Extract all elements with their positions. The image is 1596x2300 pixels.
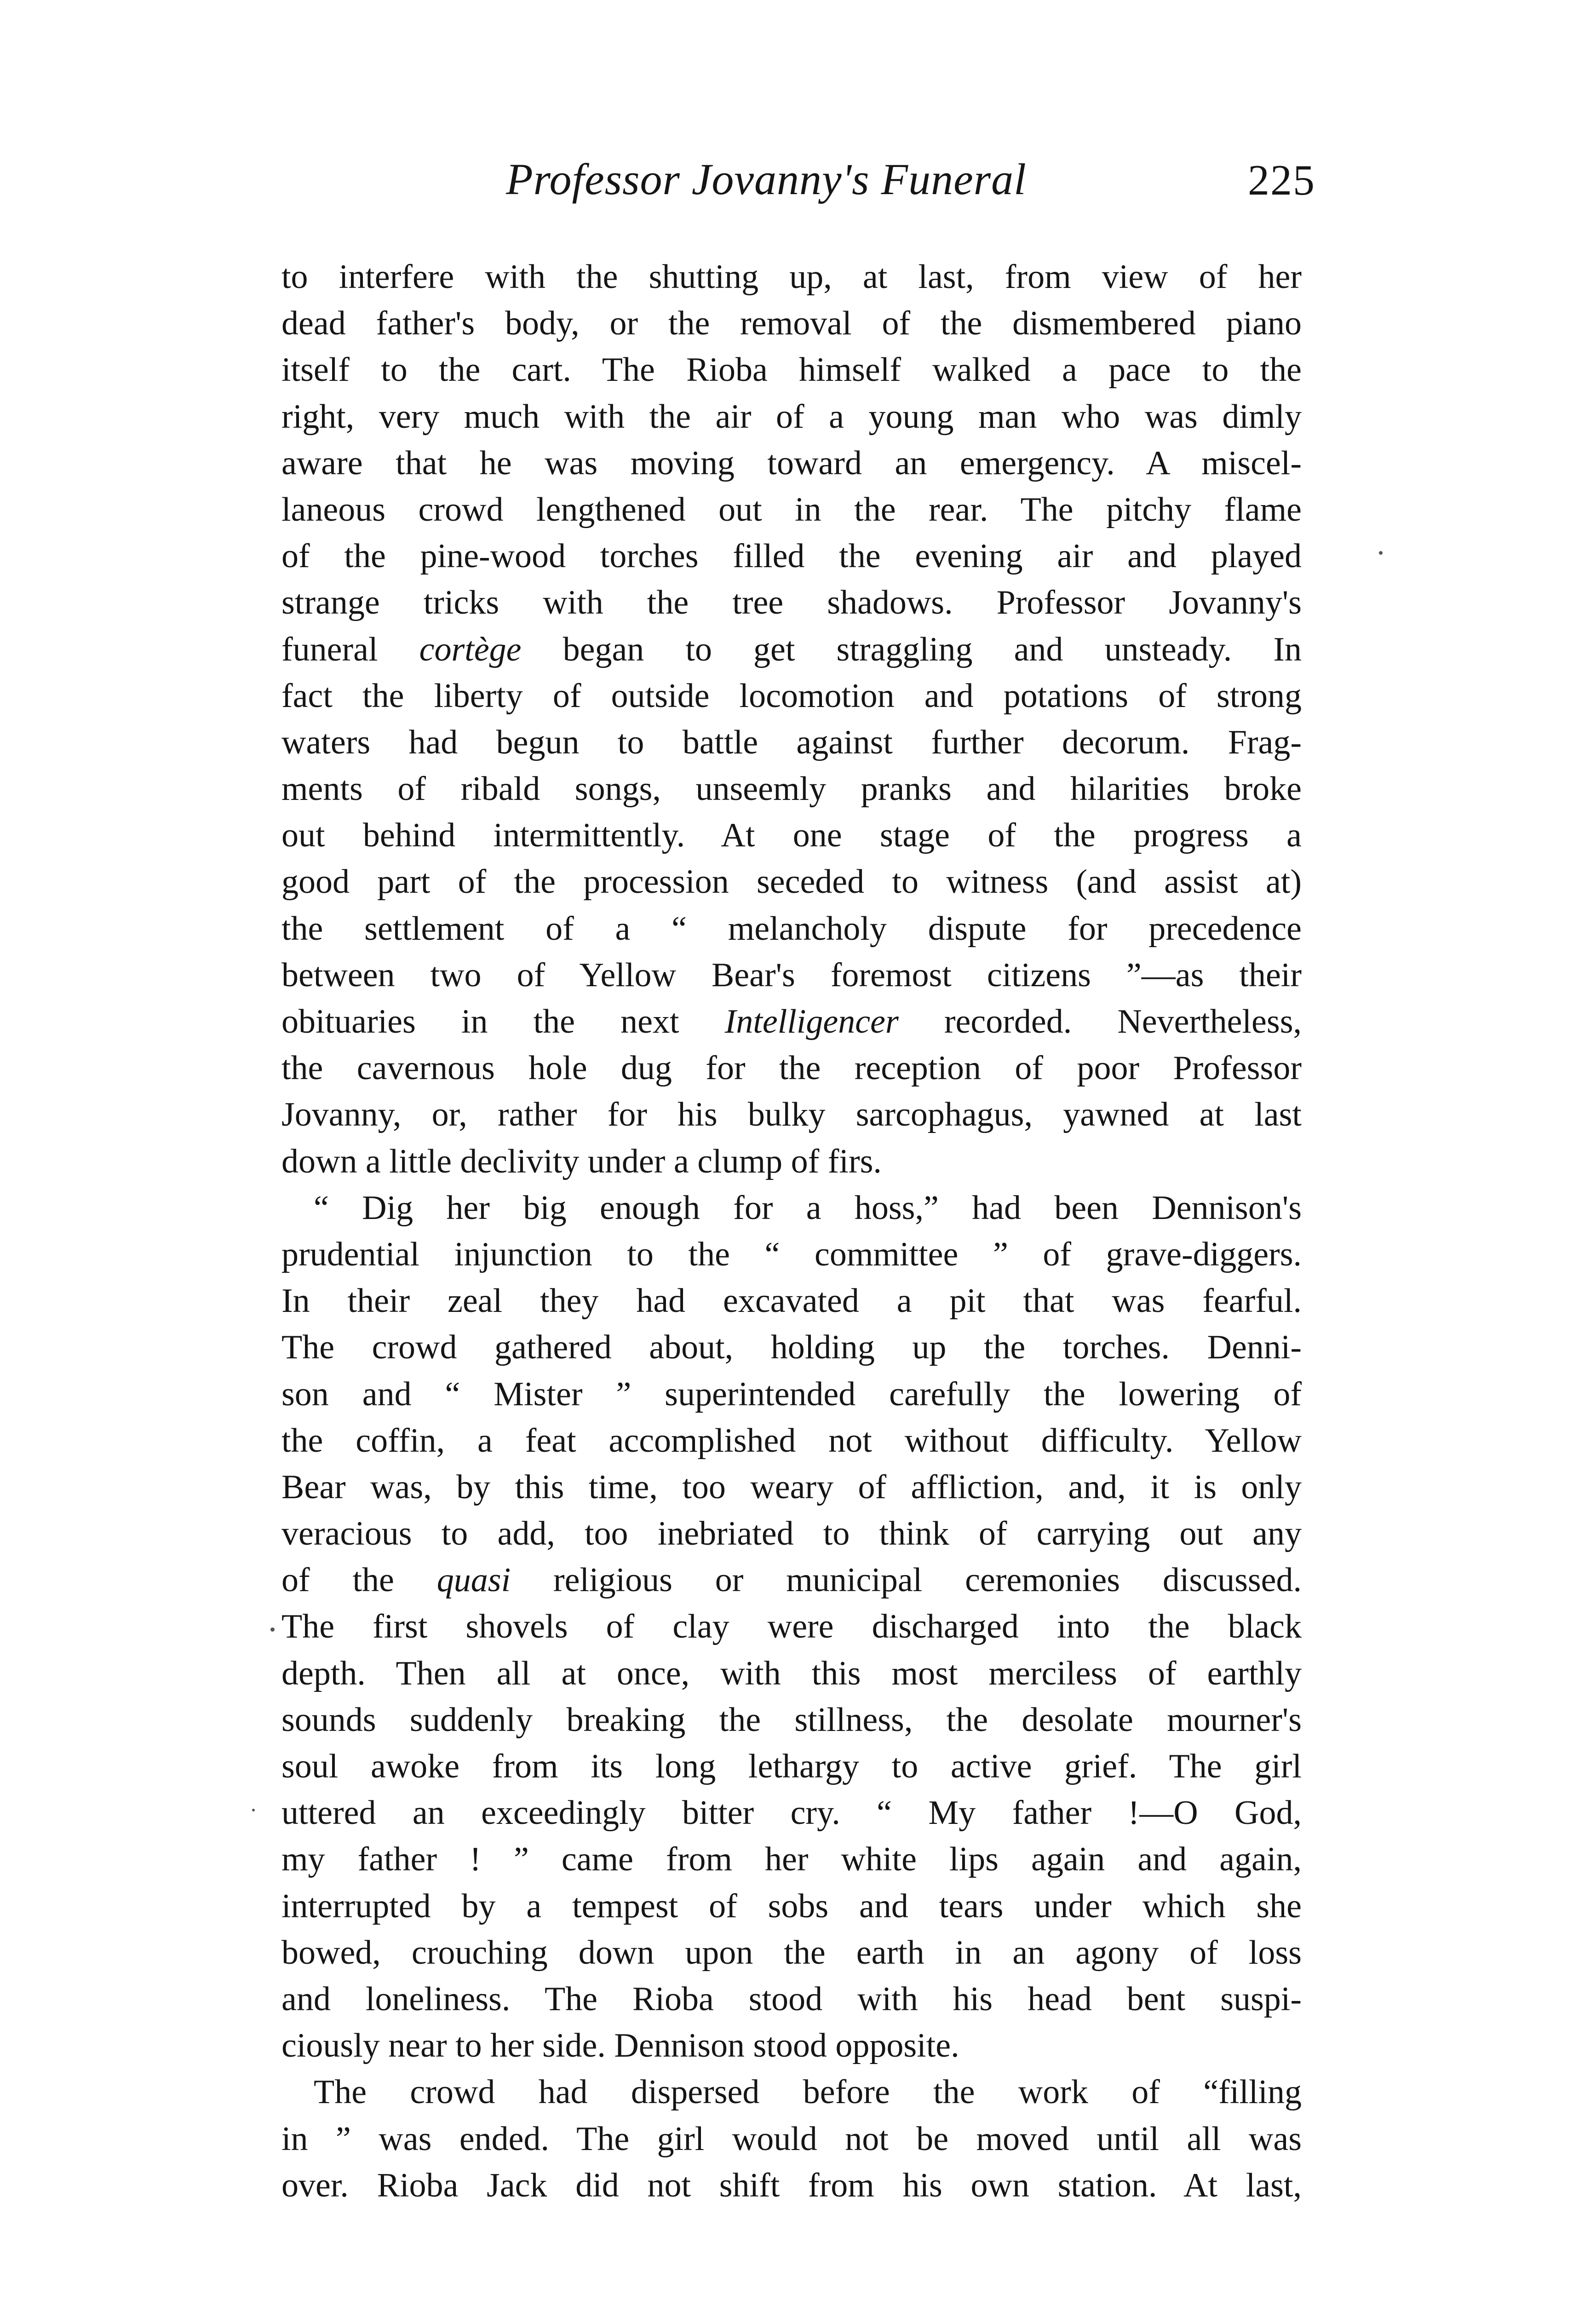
page-number: 225 bbox=[1248, 156, 1315, 204]
text-line: soul awoke from its long lethargy to active grief. The girl bbox=[281, 1748, 1302, 1785]
text-line: funeral cortège began to get straggling and unsteady. In bbox=[281, 630, 1302, 668]
text-line: laneous crowd lengthened out in the rear. The pitchy flame bbox=[281, 490, 1302, 529]
text-line: to interfere with the shutting up, at last, from view of her bbox=[281, 258, 1302, 296]
text-line: In their zeal they had excavated a pit that was fearful. bbox=[281, 1282, 1302, 1320]
text-line: interrupted by a tempest of sobs and tears under which she bbox=[281, 1887, 1302, 1925]
text-line: of the pine-wood torches filled the evening air and played bbox=[281, 537, 1302, 575]
text-line: veracious to add, too inebriated to think of carrying out any bbox=[281, 1515, 1302, 1553]
text-line: “ Dig her big enough for a hoss,” had been Dennison's bbox=[314, 1189, 1302, 1227]
text-line: depth. Then all at once, with this most merciless of earthly bbox=[281, 1654, 1302, 1692]
text-line: the settlement of a “ melancholy dispute for precedence bbox=[281, 909, 1302, 948]
text-line: ments of ribald songs, unseemly pranks and hilarities broke bbox=[281, 770, 1302, 808]
text-line: dead father's body, or the removal of the dismembered piano bbox=[281, 305, 1302, 343]
text-line: uttered an exceedingly bitter cry. “ My father !—O God, bbox=[281, 1794, 1302, 1832]
text-line: right, very much with the air of a young man who was dimly bbox=[281, 397, 1302, 436]
text-line: strange tricks with the tree shadows. Professor Jovanny's bbox=[281, 584, 1302, 622]
text-line: waters had begun to battle against further decorum. Frag- bbox=[281, 723, 1302, 761]
print-speck bbox=[1379, 551, 1383, 555]
print-speck bbox=[252, 1809, 255, 1811]
text-line: the cavernous hole dug for the reception of poor Professor bbox=[281, 1049, 1302, 1087]
text-line: aware that he was moving toward an emergency. A miscel- bbox=[281, 444, 1302, 482]
text-line: ciously near to her side. Dennison stood opposite. bbox=[281, 2027, 959, 2065]
text-line: of the quasi religious or municipal ceremonies discussed. bbox=[281, 1561, 1302, 1599]
running-head bbox=[506, 152, 1334, 216]
text-line: The crowd gathered about, holding up the torches. Denni- bbox=[281, 1328, 1302, 1367]
text-line: in ” was ended. The girl would not be moved until all was bbox=[281, 2120, 1302, 2158]
text-line: down a little declivity under a clump of firs. bbox=[281, 1142, 882, 1180]
text-line: out behind intermittently. At one stage of the progress a bbox=[281, 816, 1302, 855]
text-line: obituaries in the next Intelligencer recorded. Nevertheless, bbox=[281, 1003, 1302, 1041]
text-line: the coffin, a feat accomplished not without difficulty. Yellow bbox=[281, 1421, 1302, 1460]
text-line: Jovanny, or, rather for his bulky sarcophagus, yawned at last bbox=[281, 1096, 1302, 1134]
text-line: itself to the cart. The Rioba himself walked a pace to the bbox=[281, 351, 1302, 389]
body-text bbox=[281, 254, 1302, 2209]
text-line: fact the liberty of outside locomotion and potations of strong bbox=[281, 677, 1302, 715]
text-line: and loneliness. The Rioba stood with his head bent suspi- bbox=[281, 1980, 1302, 2018]
text-line: my father ! ” came from her white lips again and again, bbox=[281, 1840, 1302, 1879]
text-line: between two of Yellow Bear's foremost citizens ”—as their bbox=[281, 956, 1302, 994]
running-title: Professor Jovanny's Funeral bbox=[506, 155, 1027, 204]
text-line: Bear was, by this time, too weary of affliction, and, it is only bbox=[281, 1468, 1302, 1506]
text-line: good part of the procession seceded to witness (and assist at) bbox=[281, 863, 1302, 901]
text-line: The first shovels of clay were discharged into the black bbox=[281, 1608, 1302, 1646]
print-speck bbox=[270, 1627, 275, 1632]
text-line: son and “ Mister ” superintended carefully the lowering of bbox=[281, 1375, 1302, 1413]
text-line: over. Rioba Jack did not shift from his own station. At last, bbox=[281, 2166, 1302, 2204]
text-line: prudential injunction to the “ committee ” of grave-diggers. bbox=[281, 1235, 1302, 1273]
text-line: The crowd had dispersed before the work of “filling bbox=[314, 2073, 1302, 2111]
text-line: sounds suddenly breaking the stillness, the desolate mourner's bbox=[281, 1701, 1302, 1739]
text-line: bowed, crouching down upon the earth in an agony of loss bbox=[281, 1933, 1302, 1972]
